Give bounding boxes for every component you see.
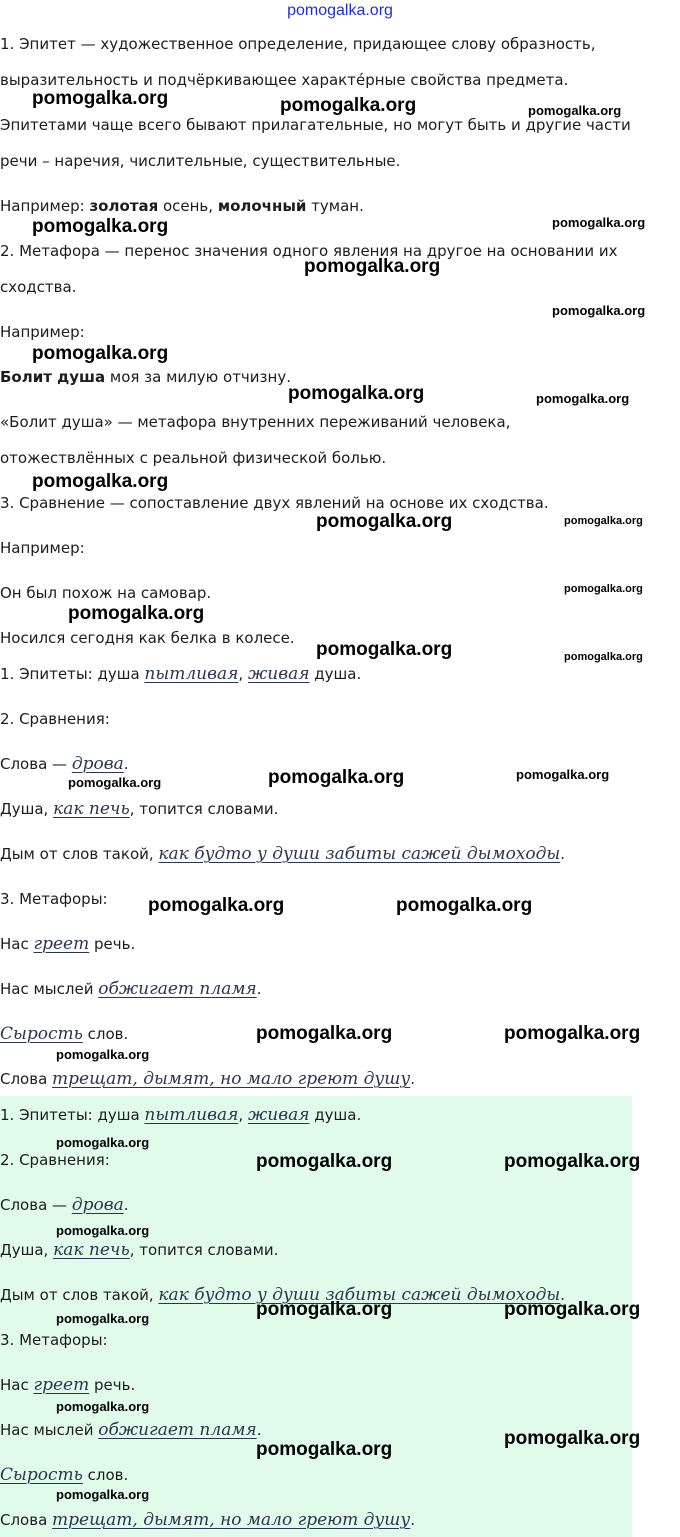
example-text: туман. xyxy=(306,197,364,215)
answer-comparisons-heading: 2. Сравнения: xyxy=(0,710,110,728)
watermark: pomogalka.org xyxy=(148,895,285,916)
example-bold-word: золотая xyxy=(89,197,159,215)
epithet-example xyxy=(0,196,364,216)
metaphor-definition-line-2: сходства. xyxy=(0,278,77,296)
watermark: pomogalka.org xyxy=(32,216,169,237)
watermark: pomogalka.org xyxy=(564,515,643,527)
example-text: осень, xyxy=(158,197,218,215)
answer-text: Душа, xyxy=(0,1241,54,1259)
watermark: pomogalka.org xyxy=(56,1135,150,1150)
handwritten-word: как печь xyxy=(53,799,130,819)
handwritten-word: греет xyxy=(33,934,90,954)
watermark: pomogalka.org xyxy=(304,256,441,277)
watermark: pomogalka.org xyxy=(536,391,630,406)
handwritten-word: обжигает пламя xyxy=(98,979,257,999)
watermark: pomogalka.org xyxy=(68,603,205,624)
handwritten-word: трещат, дымят, но мало греют душу xyxy=(52,1510,411,1530)
epithet-definition-line-4: речи – наречия, числительные, существительные. xyxy=(0,152,401,170)
watermark: pomogalka.org xyxy=(256,1439,393,1460)
answer-text: речь. xyxy=(89,935,136,953)
answer-text: слов. xyxy=(82,1025,129,1043)
answer-text: речь. xyxy=(89,1376,136,1394)
watermark: pomogalka.org xyxy=(552,215,646,230)
metaphor-example xyxy=(0,367,291,387)
answer-text: Нас xyxy=(0,1376,34,1394)
answer-metaphors-heading: 3. Метафоры: xyxy=(0,890,108,908)
watermark: pomogalka.org xyxy=(256,1299,393,1320)
handwritten-word: как будто у души забиты сажей дымоходы xyxy=(158,844,561,864)
answer-text: душа. xyxy=(309,665,362,683)
answer-text: Слова xyxy=(0,1511,53,1529)
handwritten-word: Сырость xyxy=(0,1024,83,1044)
watermark: pomogalka.org xyxy=(316,639,453,660)
watermark: pomogalka.org xyxy=(56,1047,150,1062)
handwritten-word: пытливая xyxy=(144,664,239,684)
watermark: pomogalka.org xyxy=(504,1299,641,1320)
answer-text: . xyxy=(410,1070,416,1088)
watermark: pomogalka.org xyxy=(552,303,646,318)
answer-text: . xyxy=(410,1511,416,1529)
comparison-example-1: Он был похож на самовар. xyxy=(0,584,212,602)
answer-text: 1. Эпитеты: душа xyxy=(0,1106,145,1124)
epithet-definition-line-2: выразительность и подчёркивающее характе́рные свойства предмета. xyxy=(0,71,569,89)
epithet-definition-line-3: Эпитетами чаще всего бывают прилагательные, но могут быть и другие части xyxy=(0,116,631,134)
example-text: моя за милую отчизну. xyxy=(105,368,291,386)
watermark: pomogalka.org xyxy=(256,1151,393,1172)
answer-comparison-3 xyxy=(0,844,565,864)
answer-text: Нас xyxy=(0,935,34,953)
panel-metaphors-heading: 3. Метафоры: xyxy=(0,1331,108,1349)
handwritten-word: живая xyxy=(247,1105,310,1125)
answer-text: , xyxy=(238,1106,248,1124)
comparison-example-2: Носился сегодня как белка в колесе. xyxy=(0,629,295,647)
watermark: pomogalka.org xyxy=(564,583,643,595)
watermark: pomogalka.org xyxy=(32,88,169,109)
handwritten-word: дрова xyxy=(71,1195,124,1215)
answer-text: . xyxy=(256,980,262,998)
watermark: pomogalka.org xyxy=(396,895,533,916)
answer-text: . xyxy=(123,1196,129,1214)
example-bold-phrase: Болит душа xyxy=(0,368,106,386)
handwritten-word: живая xyxy=(247,664,310,684)
watermark: pomogalka.org xyxy=(280,95,417,116)
handwritten-word: как будто у души забиты сажей дымоходы xyxy=(158,1285,561,1305)
answer-text: Нас мыслей xyxy=(0,980,99,998)
epithet-definition-line-1: 1. Эпитет — художественное определение, придающее слову образность, xyxy=(0,35,596,53)
panel-comparisons-heading: 2. Сравнения: xyxy=(0,1151,110,1169)
answer-text: , xyxy=(238,665,248,683)
site-logo[interactable]: pomogalka.org xyxy=(287,2,393,19)
watermark: pomogalka.org xyxy=(504,1428,641,1449)
answer-text: Душа, xyxy=(0,800,54,818)
answer-text: , топится словами. xyxy=(129,1241,279,1259)
answer-text: . xyxy=(256,1421,262,1439)
answer-text: Слова xyxy=(0,1070,53,1088)
handwritten-word: греет xyxy=(33,1375,90,1395)
watermark: pomogalka.org xyxy=(564,651,643,663)
answer-metaphor-4 xyxy=(0,1069,415,1089)
answer-text: . xyxy=(123,755,129,773)
comparison-definition: 3. Сравнение — сопоставление двух явлений на основе их сходства. xyxy=(0,494,549,512)
panel-metaphor-4 xyxy=(0,1510,415,1530)
watermark: pomogalka.org xyxy=(32,471,169,492)
watermark: pomogalka.org xyxy=(316,511,453,532)
metaphor-explanation-line-1: «Болит душа» — метафора внутренних переживаний человека, xyxy=(0,413,511,431)
answer-text: . xyxy=(560,1286,566,1304)
watermark: pomogalka.org xyxy=(516,767,610,782)
watermark: pomogalka.org xyxy=(32,343,169,364)
panel-comparison-1 xyxy=(0,1195,129,1215)
metaphor-explanation-line-2: отожествлённых с реальной физической болью. xyxy=(0,449,387,467)
watermark: pomogalka.org xyxy=(56,1311,150,1326)
watermark: pomogalka.org xyxy=(504,1023,641,1044)
handwritten-word: дрова xyxy=(71,754,124,774)
panel-comparison-2 xyxy=(0,1240,278,1260)
watermark: pomogalka.org xyxy=(56,1223,150,1238)
answer-epithets xyxy=(0,664,361,684)
answer-text: Слова — xyxy=(0,755,72,773)
handwritten-word: как печь xyxy=(53,1240,130,1260)
answer-comparison-1 xyxy=(0,754,129,774)
panel-metaphor-3 xyxy=(0,1465,128,1485)
answer-comparison-2 xyxy=(0,799,278,819)
handwritten-word: пытливая xyxy=(144,1105,239,1125)
watermark: pomogalka.org xyxy=(256,1023,393,1044)
metaphor-example-label: Например: xyxy=(0,323,85,341)
answer-metaphor-2 xyxy=(0,979,261,999)
answer-metaphor-3 xyxy=(0,1024,128,1044)
answer-text: Слова — xyxy=(0,1196,72,1214)
handwritten-word: трещат, дымят, но мало греют душу xyxy=(52,1069,411,1089)
answer-text: . xyxy=(560,845,566,863)
watermark: pomogalka.org xyxy=(528,103,622,118)
watermark: pomogalka.org xyxy=(68,775,162,790)
example-label: Например: xyxy=(0,197,90,215)
answer-text: слов. xyxy=(82,1466,129,1484)
answer-text: душа. xyxy=(309,1106,362,1124)
handwritten-word: Сырость xyxy=(0,1465,83,1485)
panel-metaphor-1 xyxy=(0,1375,135,1395)
watermark: pomogalka.org xyxy=(288,383,425,404)
answer-metaphor-1 xyxy=(0,934,135,954)
watermark: pomogalka.org xyxy=(268,767,405,788)
answer-text: Дым от слов такой, xyxy=(0,1286,159,1304)
answer-text: , топится словами. xyxy=(129,800,279,818)
watermark: pomogalka.org xyxy=(56,1487,150,1502)
watermark: pomogalka.org xyxy=(56,1399,150,1414)
panel-metaphor-2 xyxy=(0,1420,261,1440)
example-bold-word: молочный xyxy=(217,197,307,215)
answer-text: 1. Эпитеты: душа xyxy=(0,665,145,683)
metaphor-definition-line-1: 2. Метафора — перенос значения одного явления на другое на основании их xyxy=(0,242,618,260)
answer-text: Дым от слов такой, xyxy=(0,845,159,863)
panel-epithets xyxy=(0,1105,361,1125)
answer-text: Нас мыслей xyxy=(0,1421,99,1439)
watermark: pomogalka.org xyxy=(504,1151,641,1172)
comparison-example-label: Например: xyxy=(0,539,85,557)
handwritten-word: обжигает пламя xyxy=(98,1420,257,1440)
